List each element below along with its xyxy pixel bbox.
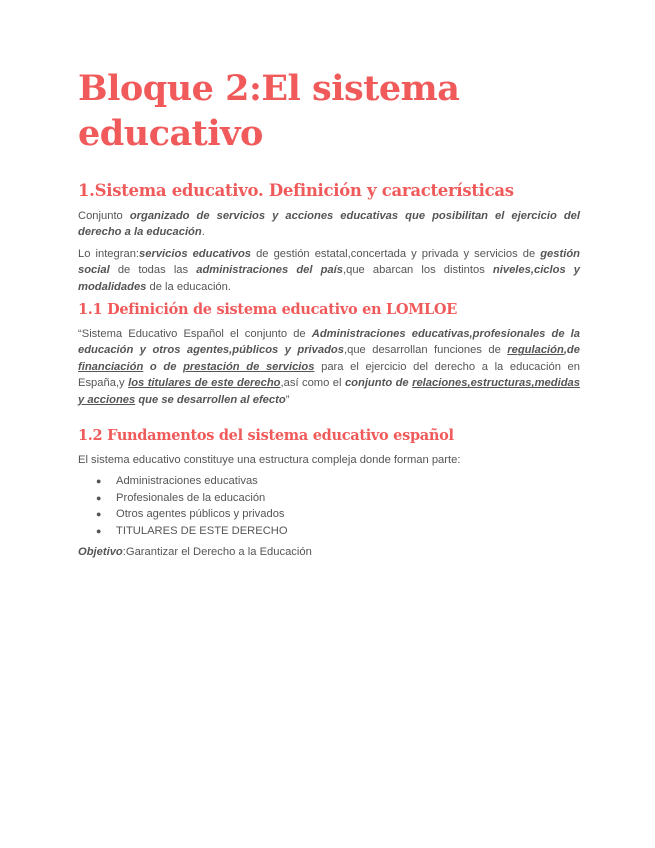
text-run: ,así como el [280,377,345,390]
page-title: Bloque 2:El sistema educativo [78,68,460,154]
underlined-emphasis: los titulares de este derecho [128,377,281,390]
emphasis-text: o de [143,360,184,373]
emphasis-text: niveles,ciclos y modalidades [78,264,581,293]
emphasis-text: administraciones del país [196,264,343,277]
bullet-icon: ● [96,509,102,520]
text-run: . [201,226,205,239]
text-run: para el ejercicio del derecho a la educación en España,y [78,360,580,390]
text-run: Conjunto [78,210,130,222]
text-run: ,que desarrollan funciones de [344,344,508,357]
text-run: “Sistema Educativo Español el conjunto de [78,328,312,341]
list-item-text: Administraciones educativas [116,475,258,488]
document-page [78,66,580,566]
emphasis-text: Administraciones educativas,profesionales de la educación y otros agentes,públicos y privados [78,328,580,357]
emphasis-text: ,de [563,344,580,357]
emphasis-text: gestión social [78,247,580,277]
list-item [96,490,580,506]
bullet-icon: ● [96,476,102,487]
section-heading-1: 1.Sistema educativo. Definición y características [78,181,514,200]
text-run: de gestión estatal,concertada y privada y servicios de [251,247,541,260]
list-item-text: TITULARES DE ESTE DERECHO [116,524,288,537]
fundamentals-intro: El sistema educativo constituye una estructura compleja donde forman parte: [78,454,461,467]
components-list [78,473,580,539]
objective-label: Objetivo [78,546,123,559]
list-item [96,506,580,522]
bullet-icon: ● [96,525,102,536]
underlined-emphasis: prestación de servicios [183,360,315,373]
text-run: de todas las [109,264,197,277]
list-item [96,473,580,489]
objective-text: :Garantizar el Derecho a la Educación [122,546,312,559]
underlined-emphasis: regulación [507,344,564,357]
emphasis-text: organizado de servicios y acciones educativas que posibilitan el ejercicio del derecho a la educación [78,210,580,239]
list-item [96,523,580,539]
section-heading-1-1: 1.1 Definición de sistema educativo en LOMLOE [78,301,457,319]
section-heading-1-2: 1.2 Fundamentos del sistema educativo español [78,427,454,445]
emphasis-text: conjunto de [344,377,413,390]
underlined-emphasis: financiación [78,360,144,373]
objective-line [78,544,580,560]
underlined-emphasis: relaciones,estructuras,medidas y acciones [78,377,580,406]
text-run: ” [285,393,290,406]
list-item-text: Profesionales de la educación [116,491,266,504]
emphasis-text: servicios educativos [139,247,252,260]
list-item-text: Otros agentes públicos y privados [116,508,285,521]
spacer [78,413,580,426]
bullet-icon: ● [96,492,102,503]
composition-paragraph [78,246,580,295]
text-run: de la educación. [146,280,231,293]
lomloe-quote [78,326,580,408]
emphasis-text: que se desarrollen al efecto [135,393,286,406]
text-run: Lo integran: [78,247,140,260]
definition-paragraph [78,208,580,241]
text-run: ,que abarcan los distintos [342,264,493,277]
